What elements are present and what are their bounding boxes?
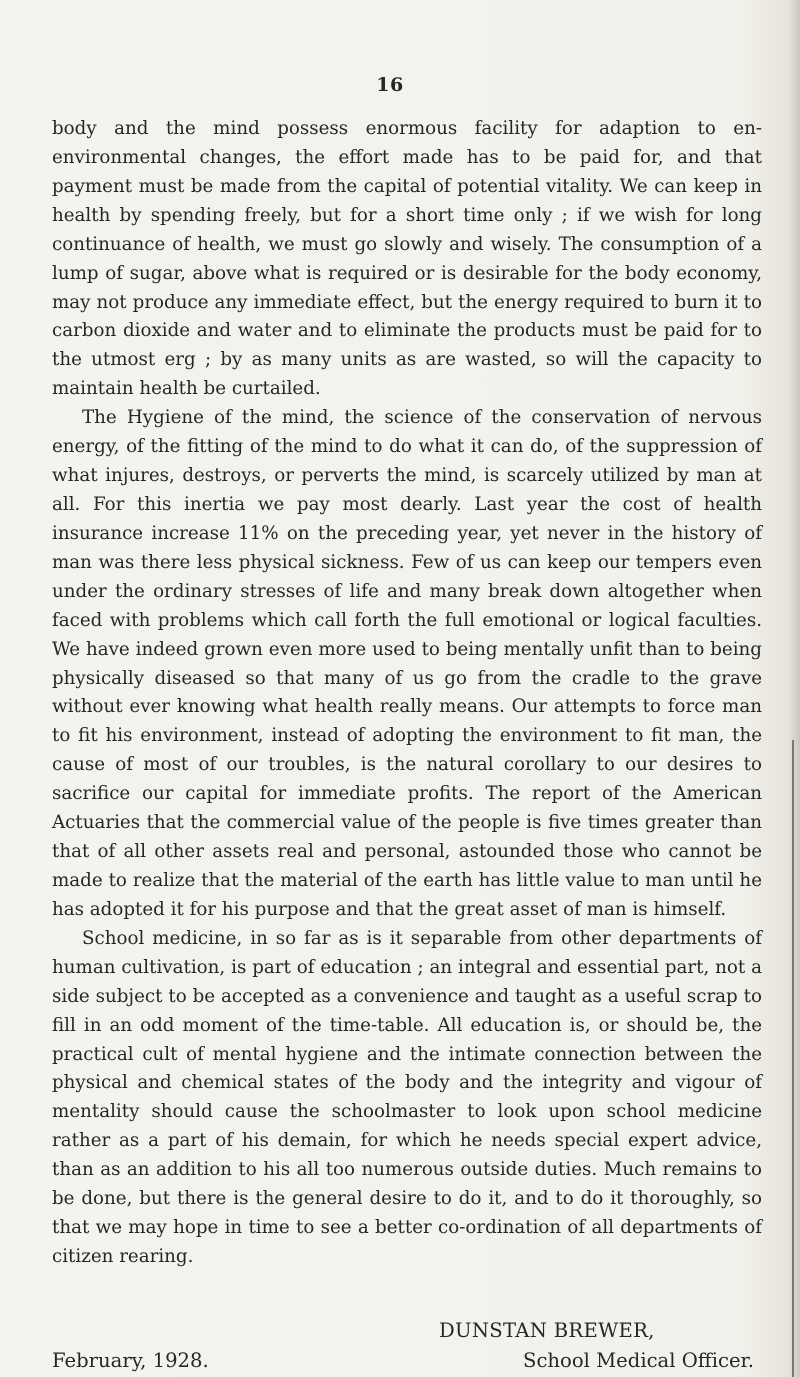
signoff-row-name: [52, 1316, 754, 1346]
page-edge-shadow: [788, 0, 800, 1377]
signoff-date: February, 1928.: [52, 1349, 209, 1372]
paragraph-1: body and the mind possess enormous facility for adaption to enenvironmental changes, the effort made has to be paid for, and that payment must be made from the capital of potential vitality. We can keep in health by spending freely, but for a short time only ; if we wish for long continuance of health, we must go slowly and wisely. The consumption of a lump of sugar, above what is required or is desirable for the body economy, may not produce any immediate effect, but the energy required to burn it to carbon dioxide and water and to eliminate the products must be paid for to the utmost erg ; by as many units as are wasted, so will the capacity to maintain health be curtailed.: [52, 118, 762, 400]
paragraph-2: The Hygiene of the mind, the science of the conservation of nervous energy, of the fitting of the mind to do what it can do, of the suppression of what injures, destroys, or perverts the mind, is scarcely utilized by man at all. For this inertia we pay most dearly. Last year the cost of health insurance increase 11% on the preceding year, yet never in the history of man was there less physical sickness. Few of us can keep our tempers even under the ordinary stresses of life and many break down altogether when faced with problems which call forth the full emotional or logical faculties. We have indeed grown even more used to being mentally unfit than to being physically diseased so that many of us go from the cradle to the grave without ever knowing what health really means. Our attempts to force man to fit his environment, instead of adopting the environment to fit man, the cause of most of our troubles, is the natural corollary to our desires to sacrifice our capital for immediate profits. The report of the American Actuaries that the commercial value of the people is five times greater than that of all other assets real and personal, astounded those who cannot be made to realize that the material of the earth has little value to man until he has adopted it for his purpose and that the great asset of man is himself.: [52, 407, 762, 920]
signoff-row-details: [52, 1346, 754, 1376]
body-text: [52, 115, 762, 1272]
binding-edge-line: [792, 740, 794, 1377]
signatory-title: School Medical Officer.: [523, 1349, 754, 1372]
signoff-block: [52, 1316, 754, 1376]
paragraph-3: School medicine, in so far as is it separable from other departments of human cultivation, is part of education ; an integral and essential part, not a side subject to be accepted as a convenience and taught as a useful scrap to fill in an odd moment of the time-table. All education is, or should be, the practical cult of mental hygiene and the intimate connection between the physical and chemical states of the body and the integrity and vigour of mentality should cause the schoolmaster to look upon school medicine rather as a part of his demain, for which he needs special expert advice, than as an addition to his all too numerous outside duties. Much remains to be done, but there is the general desire to do it, and to do it thoroughly, so that we may hope in time to see a better co-ordination of all departments of citizen rearing.: [52, 927, 762, 1267]
page-number: 16: [376, 74, 404, 96]
signatory-name: DUNSTAN BREWER,: [439, 1319, 655, 1342]
